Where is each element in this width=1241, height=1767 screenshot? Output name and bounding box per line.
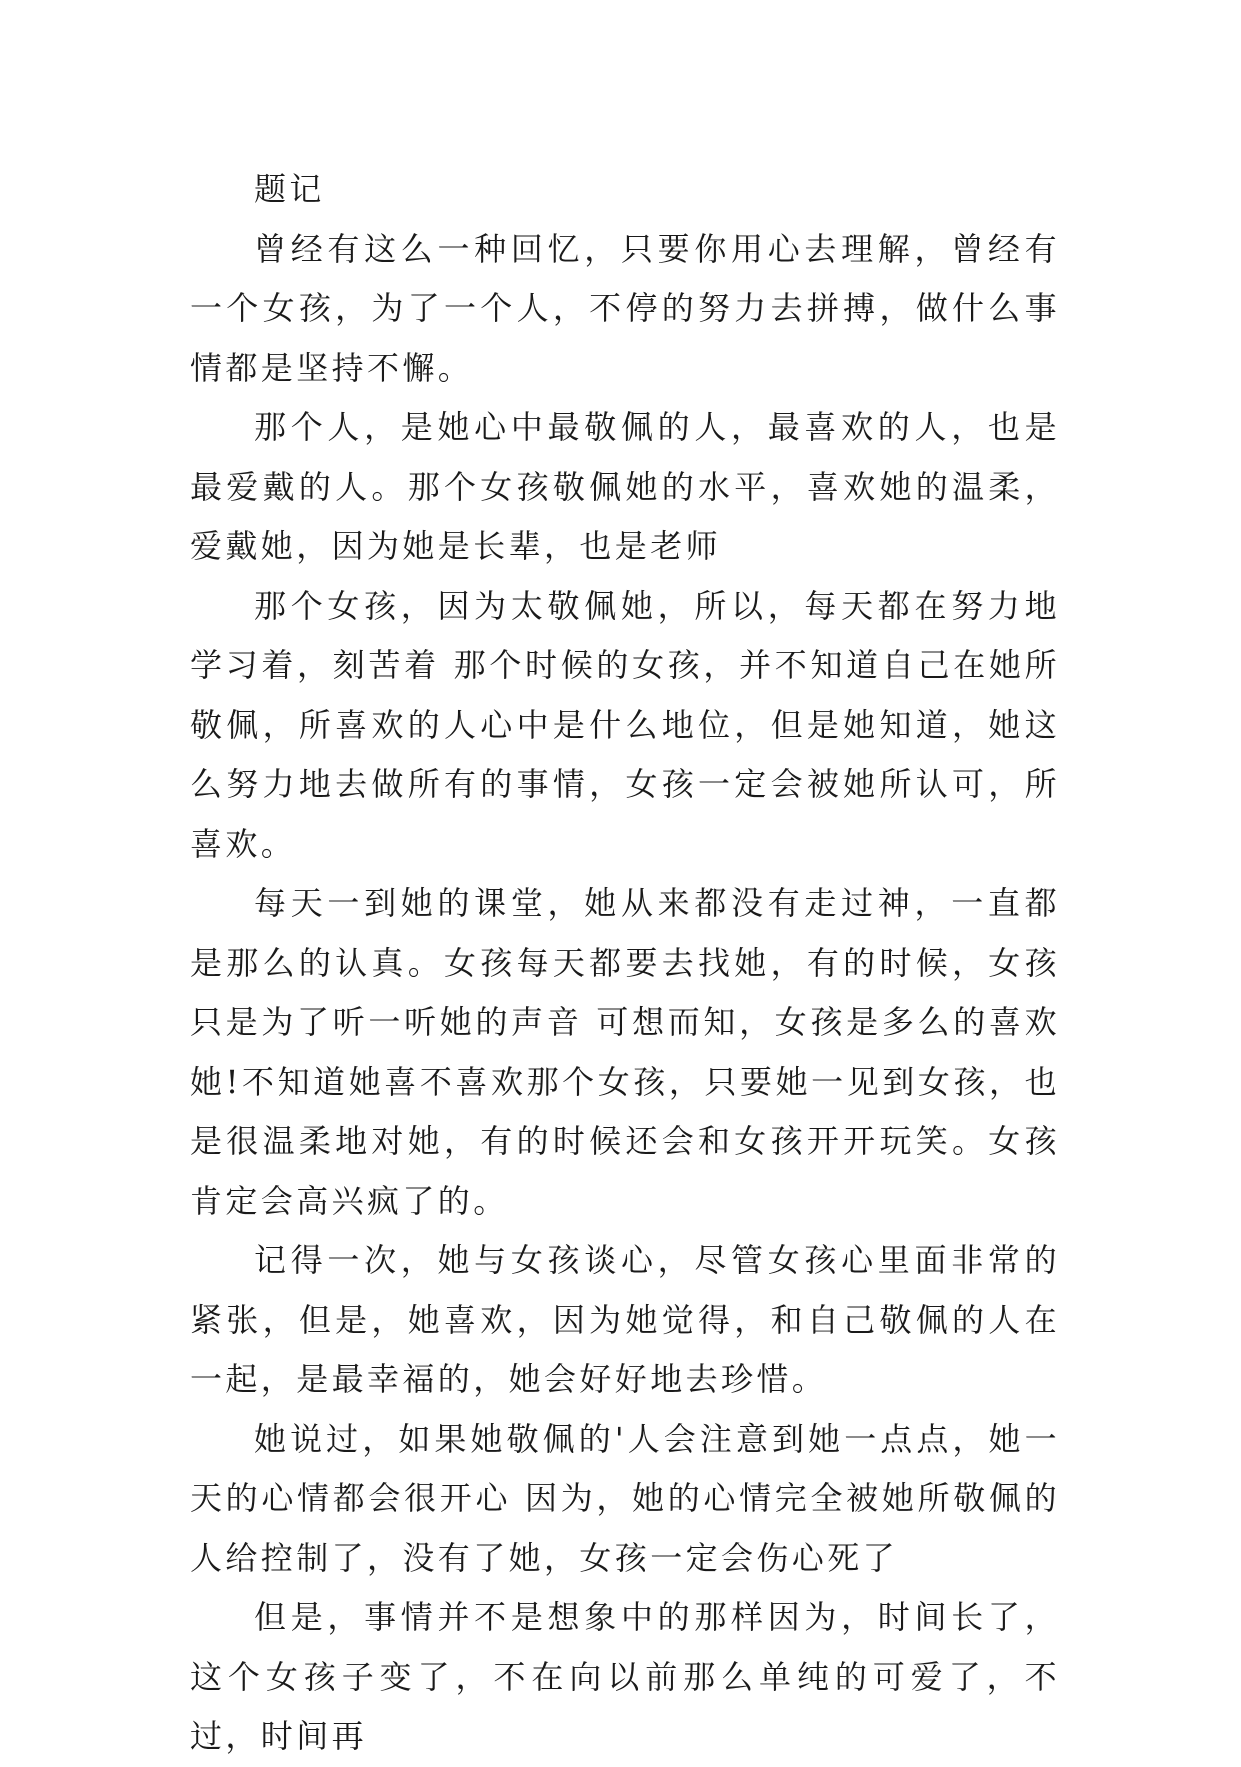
paragraph-1: 曾经有这么一种回忆，只要你用心去理解，曾经有一个女孩，为了一个人，不停的努力去拼搏，做什么事情都是坚持不懈。 xyxy=(190,229,1060,387)
document-title: 题记 xyxy=(254,170,325,208)
paragraph-6: 她说过，如果她敬佩的'人会注意到她一点点，她一天的心情都会很开心 因为，她的心情完全被她所敬佩的人给控制了，没有了她，女孩一定会伤心死了 xyxy=(190,1419,1060,1577)
paragraph-3: 那个女孩，因为太敬佩她，所以，每天都在努力地学习着，刻苦着 那个时候的女孩，并不知道自己在她所敬佩，所喜欢的人心中是什么地位，但是她知道，她这么努力地去做所有的事情，女孩一定会被她所认可，所喜欢。 xyxy=(190,586,1060,863)
paragraph-7: 但是，事情并不是想象中的那样因为，时间长了，这个女孩子变了，不在向以前那么单纯的可爱了，不过，时间再 xyxy=(190,1598,1060,1755)
paragraph-2: 那个人，是她心中最敬佩的人，最喜欢的人，也是最爱戴的人。那个女孩敬佩她的水平，喜欢她的温柔，爱戴她，因为她是长辈，也是老师 xyxy=(190,408,1060,565)
document-body xyxy=(190,160,1060,1767)
paragraph-4: 每天一到她的课堂，她从来都没有走过神，一直都是那么的认真。女孩每天都要去找她，有的时候，女孩只是为了听一听她的声音 可想而知，女孩是多么的喜欢她!不知道她喜不喜欢那个女孩，只要她一见到女孩，也是很温柔地对她，有的时候还会和女孩开开玩笑。女孩肯定会高兴疯了的。 xyxy=(190,884,1060,1220)
paragraph-5: 记得一次，她与女孩谈心，尽管女孩心里面非常的紧张，但是，她喜欢，因为她觉得，和自己敬佩的人在一起，是最幸福的，她会好好地去珍惜。 xyxy=(190,1241,1060,1398)
